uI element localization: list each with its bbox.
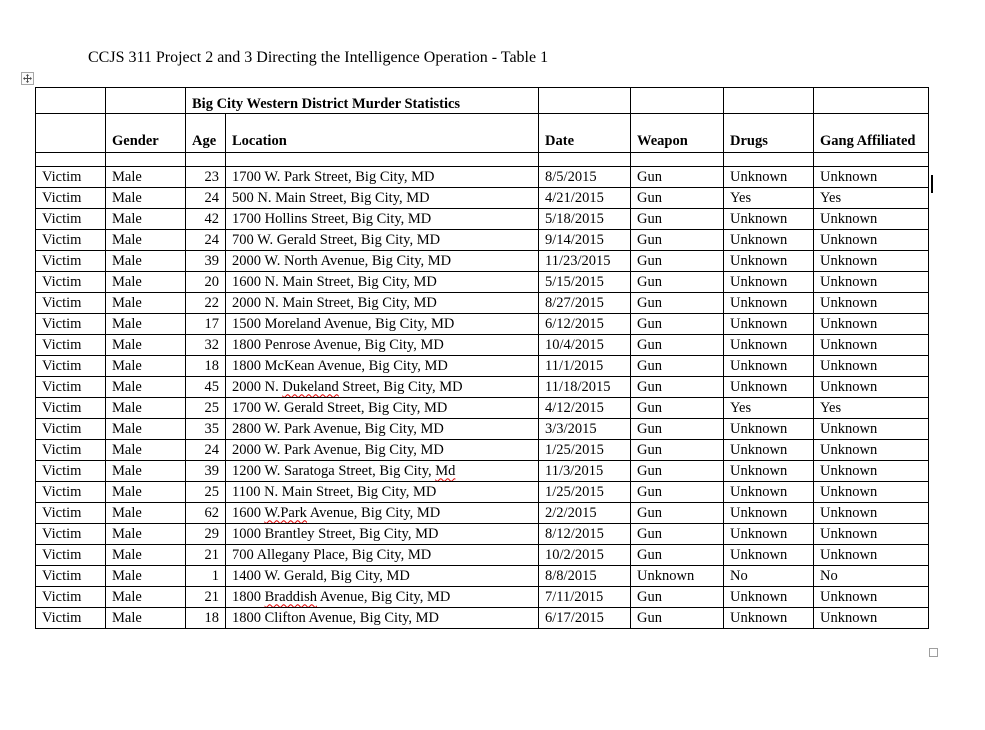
misspelled-word: Dukeland	[282, 378, 339, 395]
table-row	[36, 524, 929, 545]
cell-drugs[interactable]: Unknown	[724, 608, 814, 629]
four-way-arrow-icon	[23, 74, 32, 83]
cell-role[interactable]: Victim	[36, 545, 106, 566]
cell-age[interactable]: 20	[186, 272, 226, 293]
cell-gender[interactable]: Male	[106, 587, 186, 608]
cell-date[interactable]: 5/15/2015	[539, 272, 631, 293]
cell-role[interactable]: Victim	[36, 398, 106, 419]
table-row	[36, 188, 929, 209]
cell-gang-affiliated[interactable]: No	[814, 566, 929, 587]
cell-gender[interactable]: Male	[106, 608, 186, 629]
cell-weapon[interactable]: Gun	[631, 230, 724, 251]
cell-date[interactable]: 1/25/2015	[539, 482, 631, 503]
cell-weapon[interactable]: Gun	[631, 503, 724, 524]
table-row	[36, 545, 929, 566]
table-row	[36, 356, 929, 377]
table-row	[36, 503, 929, 524]
cell-location[interactable]: 1500 Moreland Avenue, Big City, MD	[226, 314, 539, 335]
cell-weapon[interactable]: Gun	[631, 440, 724, 461]
spacer-cell[interactable]	[36, 153, 106, 167]
cell-gang-affiliated[interactable]: Unknown	[814, 335, 929, 356]
cell-drugs[interactable]: Unknown	[724, 587, 814, 608]
table-row	[36, 608, 929, 629]
cell-drugs[interactable]: Unknown	[724, 356, 814, 377]
cell-role[interactable]: Victim	[36, 419, 106, 440]
cell-weapon[interactable]: Gun	[631, 314, 724, 335]
cell-role[interactable]: Victim	[36, 440, 106, 461]
cell-gender[interactable]: Male	[106, 314, 186, 335]
cell-age[interactable]: 22	[186, 293, 226, 314]
cell-gender[interactable]: Male	[106, 461, 186, 482]
cell-drugs[interactable]: Unknown	[724, 461, 814, 482]
cell-gender[interactable]: Male	[106, 230, 186, 251]
cell-date[interactable]: 6/17/2015	[539, 608, 631, 629]
cell-role[interactable]: Victim	[36, 356, 106, 377]
cell-gang-affiliated[interactable]: Unknown	[814, 503, 929, 524]
cell-drugs[interactable]: Unknown	[724, 167, 814, 188]
spacer-cell[interactable]	[539, 153, 631, 167]
table-row	[36, 209, 929, 230]
spacer-cell[interactable]	[186, 153, 226, 167]
cell-drugs[interactable]: Unknown	[724, 272, 814, 293]
cell-drugs[interactable]: Yes	[724, 398, 814, 419]
cell-gender[interactable]: Male	[106, 566, 186, 587]
cell-date[interactable]: 6/12/2015	[539, 314, 631, 335]
header-gang-affiliated[interactable]: Gang Affiliated	[814, 114, 929, 153]
cell-age[interactable]: 23	[186, 167, 226, 188]
cell-date[interactable]: 11/18/2015	[539, 377, 631, 398]
cell-age[interactable]: 24	[186, 230, 226, 251]
cell-weapon[interactable]: Gun	[631, 482, 724, 503]
cell-drugs[interactable]: Unknown	[724, 314, 814, 335]
cell-weapon[interactable]: Gun	[631, 524, 724, 545]
cell-age[interactable]: 24	[186, 188, 226, 209]
cell-age[interactable]: 29	[186, 524, 226, 545]
cell-gang-affiliated[interactable]: Unknown	[814, 482, 929, 503]
cell-role[interactable]: Victim	[36, 503, 106, 524]
cell-drugs[interactable]: Unknown	[724, 293, 814, 314]
cell-age[interactable]: 32	[186, 335, 226, 356]
cell-date[interactable]: 7/11/2015	[539, 587, 631, 608]
cell-weapon[interactable]: Gun	[631, 188, 724, 209]
cell-gender[interactable]: Male	[106, 209, 186, 230]
cell-age[interactable]: 17	[186, 314, 226, 335]
cell-role[interactable]: Victim	[36, 251, 106, 272]
cell-gang-affiliated[interactable]: Unknown	[814, 230, 929, 251]
cell-age[interactable]: 45	[186, 377, 226, 398]
cell-age[interactable]: 42	[186, 209, 226, 230]
cell-gang-affiliated[interactable]: Unknown	[814, 419, 929, 440]
table-banner-title[interactable]: Big City Western District Murder Statistics	[186, 88, 539, 114]
cell-gang-affiliated[interactable]: Yes	[814, 188, 929, 209]
banner-empty-cell[interactable]	[724, 88, 814, 114]
cell-date[interactable]: 10/4/2015	[539, 335, 631, 356]
cell-weapon[interactable]: Gun	[631, 251, 724, 272]
cell-drugs[interactable]: Unknown	[724, 419, 814, 440]
cell-location[interactable]: 1600 N. Main Street, Big City, MD	[226, 272, 539, 293]
cell-drugs[interactable]: Unknown	[724, 503, 814, 524]
cell-location[interactable]: 1700 Hollins Street, Big City, MD	[226, 209, 539, 230]
cell-gang-affiliated[interactable]: Unknown	[814, 293, 929, 314]
cell-drugs[interactable]: Unknown	[724, 545, 814, 566]
table-row	[36, 398, 929, 419]
cell-gender[interactable]: Male	[106, 293, 186, 314]
cell-date[interactable]: 11/23/2015	[539, 251, 631, 272]
banner-empty-cell[interactable]	[814, 88, 929, 114]
cell-gender[interactable]: Male	[106, 398, 186, 419]
table-banner-row	[36, 88, 929, 114]
cell-gang-affiliated[interactable]: Unknown	[814, 356, 929, 377]
cell-age[interactable]: 18	[186, 356, 226, 377]
cell-weapon[interactable]: Gun	[631, 335, 724, 356]
banner-empty-cell[interactable]	[36, 88, 106, 114]
table-row	[36, 293, 929, 314]
table-row	[36, 419, 929, 440]
cell-role[interactable]: Victim	[36, 293, 106, 314]
cell-location[interactable]: 1800 Braddish Avenue, Big City, MD	[226, 587, 539, 608]
cell-date[interactable]: 1/25/2015	[539, 440, 631, 461]
cell-location[interactable]: 1000 Brantley Street, Big City, MD	[226, 524, 539, 545]
cell-gender[interactable]: Male	[106, 188, 186, 209]
cell-role[interactable]: Victim	[36, 608, 106, 629]
header-gender[interactable]: Gender	[106, 114, 186, 153]
cell-age[interactable]: 21	[186, 545, 226, 566]
cell-gang-affiliated[interactable]: Unknown	[814, 272, 929, 293]
cell-gang-affiliated[interactable]: Unknown	[814, 461, 929, 482]
cell-location[interactable]: 2000 N. Main Street, Big City, MD	[226, 293, 539, 314]
cell-gender[interactable]: Male	[106, 251, 186, 272]
header-location[interactable]: Location	[226, 114, 539, 153]
banner-empty-cell[interactable]	[631, 88, 724, 114]
cell-weapon[interactable]: Gun	[631, 293, 724, 314]
table-header-row	[36, 114, 929, 153]
cell-date[interactable]: 8/27/2015	[539, 293, 631, 314]
cell-role[interactable]: Victim	[36, 314, 106, 335]
cell-role[interactable]: Victim	[36, 377, 106, 398]
cell-location[interactable]: 1700 W. Park Street, Big City, MD	[226, 167, 539, 188]
cell-gang-affiliated[interactable]: Unknown	[814, 545, 929, 566]
table-resize-handle-icon[interactable]	[929, 648, 938, 657]
cell-drugs[interactable]: Unknown	[724, 482, 814, 503]
spacer-cell[interactable]	[106, 153, 186, 167]
cell-location[interactable]: 1400 W. Gerald, Big City, MD	[226, 566, 539, 587]
cell-location[interactable]: 1700 W. Gerald Street, Big City, MD	[226, 398, 539, 419]
header-drugs[interactable]: Drugs	[724, 114, 814, 153]
cell-weapon[interactable]: Gun	[631, 461, 724, 482]
cell-age[interactable]: 35	[186, 419, 226, 440]
cell-age[interactable]: 24	[186, 440, 226, 461]
cell-age[interactable]: 39	[186, 251, 226, 272]
cell-location[interactable]: 1600 W.Park Avenue, Big City, MD	[226, 503, 539, 524]
cell-date[interactable]: 4/21/2015	[539, 188, 631, 209]
cell-weapon[interactable]: Gun	[631, 587, 724, 608]
cell-age[interactable]: 21	[186, 587, 226, 608]
cell-weapon[interactable]: Gun	[631, 545, 724, 566]
cell-gender[interactable]: Male	[106, 356, 186, 377]
cell-weapon[interactable]: Gun	[631, 377, 724, 398]
cell-role[interactable]: Victim	[36, 230, 106, 251]
cell-date[interactable]: 2/2/2015	[539, 503, 631, 524]
cell-gang-affiliated[interactable]: Yes	[814, 398, 929, 419]
cell-weapon[interactable]: Gun	[631, 398, 724, 419]
table-row	[36, 314, 929, 335]
cell-date[interactable]: 8/5/2015	[539, 167, 631, 188]
cell-gang-affiliated[interactable]: Unknown	[814, 524, 929, 545]
cell-gang-affiliated[interactable]: Unknown	[814, 314, 929, 335]
cell-role[interactable]: Victim	[36, 167, 106, 188]
cell-gang-affiliated[interactable]: Unknown	[814, 167, 929, 188]
cell-drugs[interactable]: Unknown	[724, 524, 814, 545]
cell-location[interactable]: 2800 W. Park Avenue, Big City, MD	[226, 419, 539, 440]
cell-age[interactable]: 25	[186, 398, 226, 419]
cell-weapon[interactable]: Gun	[631, 272, 724, 293]
table-row	[36, 251, 929, 272]
cell-gang-affiliated[interactable]: Unknown	[814, 251, 929, 272]
cell-age[interactable]: 62	[186, 503, 226, 524]
cell-date[interactable]: 5/18/2015	[539, 209, 631, 230]
spacer-cell[interactable]	[724, 153, 814, 167]
table-row	[36, 587, 929, 608]
cell-gender[interactable]: Male	[106, 482, 186, 503]
cell-location[interactable]: 700 W. Gerald Street, Big City, MD	[226, 230, 539, 251]
cell-age[interactable]: 39	[186, 461, 226, 482]
cell-drugs[interactable]: Unknown	[724, 230, 814, 251]
spacer-cell[interactable]	[631, 153, 724, 167]
table-body	[36, 167, 929, 629]
cell-role[interactable]: Victim	[36, 524, 106, 545]
cell-weapon[interactable]: Gun	[631, 419, 724, 440]
cell-weapon[interactable]: Gun	[631, 209, 724, 230]
cell-gang-affiliated[interactable]: Unknown	[814, 587, 929, 608]
cell-weapon[interactable]: Unknown	[631, 566, 724, 587]
cell-drugs[interactable]: Unknown	[724, 335, 814, 356]
misspelled-word: Braddish	[264, 588, 317, 605]
spacer-cell[interactable]	[814, 153, 929, 167]
spacer-cell[interactable]	[226, 153, 539, 167]
table-row	[36, 482, 929, 503]
cell-location[interactable]: 700 Allegany Place, Big City, MD	[226, 545, 539, 566]
header-blank[interactable]	[36, 114, 106, 153]
cell-date[interactable]: 8/8/2015	[539, 566, 631, 587]
cell-location[interactable]: 500 N. Main Street, Big City, MD	[226, 188, 539, 209]
cell-gender[interactable]: Male	[106, 545, 186, 566]
cell-weapon[interactable]: Gun	[631, 608, 724, 629]
cell-gender[interactable]: Male	[106, 419, 186, 440]
cell-drugs[interactable]: Unknown	[724, 251, 814, 272]
cell-age[interactable]: 25	[186, 482, 226, 503]
cell-location[interactable]: 2000 N. Dukeland Street, Big City, MD	[226, 377, 539, 398]
cell-gender[interactable]: Male	[106, 377, 186, 398]
table-row	[36, 461, 929, 482]
cell-role[interactable]: Victim	[36, 587, 106, 608]
cell-date[interactable]: 3/3/2015	[539, 419, 631, 440]
cell-gender[interactable]: Male	[106, 440, 186, 461]
cell-date[interactable]: 10/2/2015	[539, 545, 631, 566]
cell-location[interactable]: 1100 N. Main Street, Big City, MD	[226, 482, 539, 503]
table-row	[36, 272, 929, 293]
cell-drugs[interactable]: Unknown	[724, 440, 814, 461]
cell-date[interactable]: 11/3/2015	[539, 461, 631, 482]
murder-statistics-table	[35, 87, 929, 629]
cell-role[interactable]: Victim	[36, 461, 106, 482]
cell-date[interactable]: 4/12/2015	[539, 398, 631, 419]
cell-weapon[interactable]: Gun	[631, 167, 724, 188]
banner-empty-cell[interactable]	[106, 88, 186, 114]
text-cursor	[931, 175, 933, 193]
cell-location[interactable]: 2000 W. North Avenue, Big City, MD	[226, 251, 539, 272]
cell-role[interactable]: Victim	[36, 209, 106, 230]
cell-role[interactable]: Victim	[36, 566, 106, 587]
table-row	[36, 566, 929, 587]
cell-gender[interactable]: Male	[106, 524, 186, 545]
cell-date[interactable]: 9/14/2015	[539, 230, 631, 251]
cell-drugs[interactable]: No	[724, 566, 814, 587]
cell-age[interactable]: 1	[186, 566, 226, 587]
cell-gang-affiliated[interactable]: Unknown	[814, 209, 929, 230]
cell-age[interactable]: 18	[186, 608, 226, 629]
cell-location[interactable]: 2000 W. Park Avenue, Big City, MD	[226, 440, 539, 461]
cell-weapon[interactable]: Gun	[631, 356, 724, 377]
cell-gang-affiliated[interactable]: Unknown	[814, 440, 929, 461]
cell-role[interactable]: Victim	[36, 188, 106, 209]
cell-role[interactable]: Victim	[36, 272, 106, 293]
table-row	[36, 230, 929, 251]
cell-date[interactable]: 8/12/2015	[539, 524, 631, 545]
header-age[interactable]: Age	[186, 114, 226, 153]
cell-gender[interactable]: Male	[106, 503, 186, 524]
cell-role[interactable]: Victim	[36, 335, 106, 356]
cell-role[interactable]: Victim	[36, 482, 106, 503]
table-move-handle-icon[interactable]	[21, 72, 34, 85]
misspelled-word: W.Park	[264, 504, 307, 521]
table-row	[36, 167, 929, 188]
table-row	[36, 335, 929, 356]
cell-gang-affiliated[interactable]: Unknown	[814, 608, 929, 629]
table-spacer-row	[36, 153, 929, 167]
cell-location[interactable]: 1200 W. Saratoga Street, Big City, Md	[226, 461, 539, 482]
cell-drugs[interactable]: Yes	[724, 188, 814, 209]
cell-drugs[interactable]: Unknown	[724, 377, 814, 398]
cell-gang-affiliated[interactable]: Unknown	[814, 377, 929, 398]
cell-drugs[interactable]: Unknown	[724, 209, 814, 230]
table-row	[36, 377, 929, 398]
cell-date[interactable]: 11/1/2015	[539, 356, 631, 377]
cell-gender[interactable]: Male	[106, 167, 186, 188]
table-row	[36, 440, 929, 461]
document-title[interactable]: CCJS 311 Project 2 and 3 Directing the Intelligence Operation - Table 1	[88, 49, 549, 66]
banner-empty-cell[interactable]	[539, 88, 631, 114]
cell-gender[interactable]: Male	[106, 335, 186, 356]
header-weapon[interactable]: Weapon	[631, 114, 724, 153]
cell-gender[interactable]: Male	[106, 272, 186, 293]
misspelled-word: Md	[435, 462, 456, 479]
header-date[interactable]: Date	[539, 114, 631, 153]
cell-location[interactable]: 1800 Clifton Avenue, Big City, MD	[226, 608, 539, 629]
cell-location[interactable]: 1800 Penrose Avenue, Big City, MD	[226, 335, 539, 356]
cell-location[interactable]: 1800 McKean Avenue, Big City, MD	[226, 356, 539, 377]
